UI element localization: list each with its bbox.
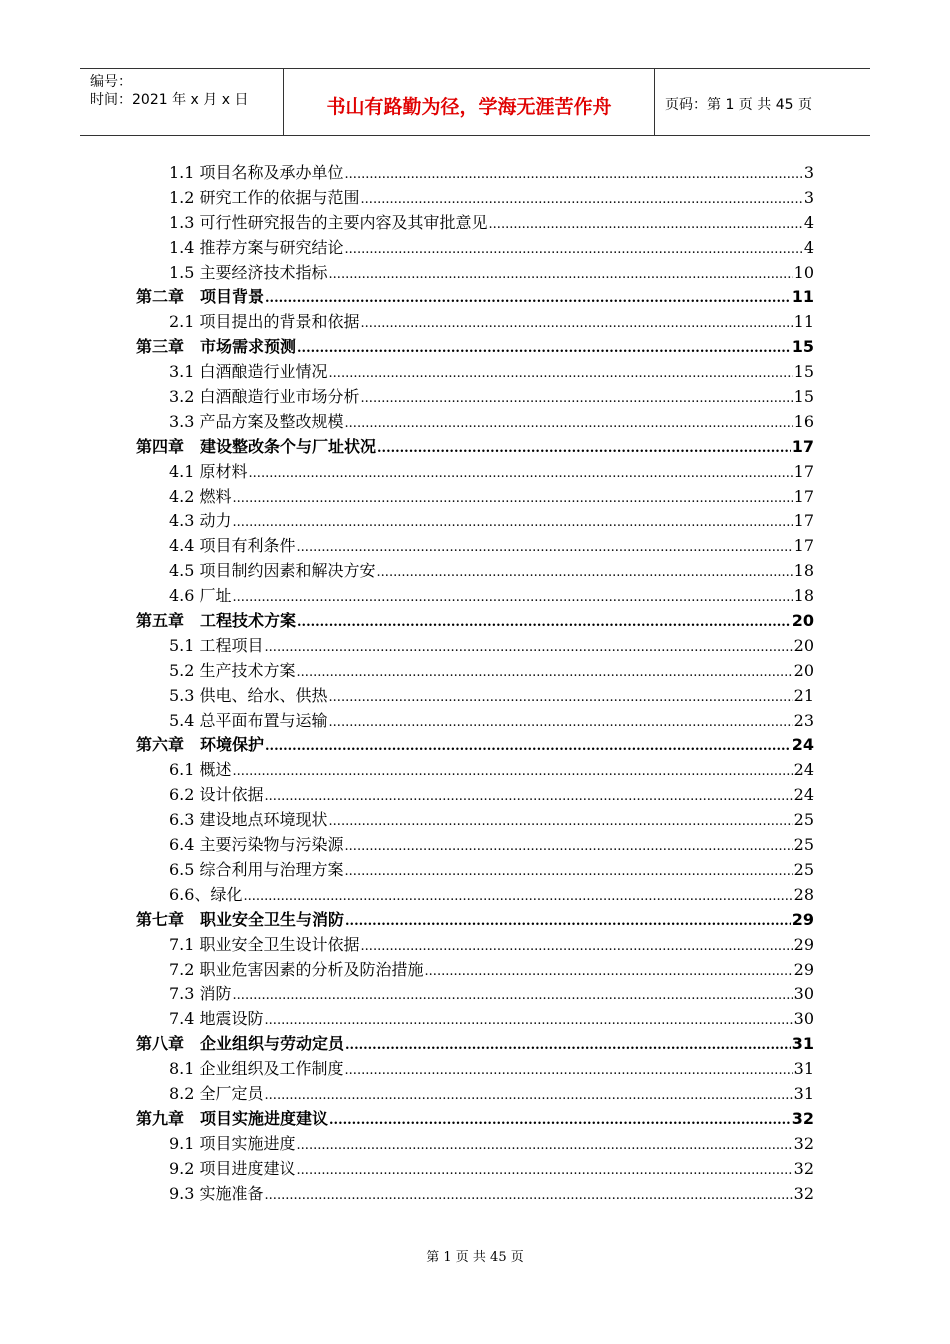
toc-entry-title: 第三章 市场需求预测	[136, 337, 297, 357]
toc-entry-page-number: 31	[793, 1059, 814, 1079]
toc-dot-leader	[345, 1057, 793, 1084]
toc-chapter-entry[interactable]	[136, 1107, 814, 1132]
toc-entry-title: 2.1 项目提出的背景和依据	[169, 312, 360, 332]
toc-entry-title: 4.5 项目制约因素和解决方安	[169, 561, 376, 581]
toc-entry-page-number: 4	[803, 237, 814, 257]
toc-dot-leader	[297, 1157, 793, 1184]
toc-dot-leader	[489, 211, 803, 238]
header-meta-cell	[80, 69, 284, 135]
toc-entry-title: 9.1 项目实施进度	[169, 1133, 296, 1153]
toc-entry-page-number: 28	[793, 884, 814, 904]
toc-section-entry[interactable]	[136, 1132, 814, 1157]
toc-dot-leader	[377, 559, 793, 586]
toc-entry-page-number: 32	[791, 1108, 814, 1128]
toc-section-entry[interactable]	[136, 360, 814, 385]
toc-dot-leader	[233, 584, 793, 611]
toc-entry-page-number: 4	[803, 212, 814, 232]
toc-chapter-entry[interactable]	[136, 1032, 814, 1057]
toc-entry-title: 9.3 实施准备	[169, 1183, 264, 1203]
toc-entry-title: 7.1 职业安全卫生设计依据	[169, 934, 360, 954]
toc-dot-leader	[249, 460, 793, 487]
toc-dot-leader	[265, 634, 793, 661]
toc-section-entry[interactable]	[136, 709, 814, 734]
toc-section-entry[interactable]	[136, 1157, 814, 1182]
toc-dot-leader	[329, 684, 793, 711]
toc-dot-leader	[345, 858, 793, 885]
toc-entry-title: 1.5 主要经济技术指标	[169, 262, 328, 282]
toc-entry-page-number: 11	[791, 287, 814, 307]
toc-section-entry[interactable]	[136, 559, 814, 584]
toc-entry-title: 4.4 项目有利条件	[169, 536, 296, 556]
toc-entry-title: 第七章 职业安全卫生与消防	[136, 909, 345, 929]
toc-dot-leader	[345, 236, 803, 263]
toc-dot-leader	[361, 385, 793, 412]
toc-entry-title: 第五章 工程技术方案	[136, 611, 297, 631]
toc-entry-title: 第九章 项目实施进度建议	[136, 1108, 329, 1128]
toc-entry-page-number: 21	[793, 685, 814, 705]
toc-section-entry[interactable]	[136, 808, 814, 833]
toc-entry-page-number: 25	[793, 810, 814, 830]
toc-section-entry[interactable]	[136, 659, 814, 684]
toc-section-entry[interactable]	[136, 534, 814, 559]
toc-section-entry[interactable]	[136, 1057, 814, 1082]
toc-entry-title: 1.3 可行性研究报告的主要内容及其审批意见	[169, 212, 488, 232]
toc-section-entry[interactable]	[136, 485, 814, 510]
page-header	[80, 68, 870, 136]
toc-entry-page-number: 17	[793, 511, 814, 531]
toc-dot-leader	[345, 410, 793, 437]
toc-entry-title: 4.6 厂址	[169, 586, 232, 606]
toc-entry-title: 1.1 项目名称及承办单位	[169, 163, 344, 182]
toc-dot-leader	[361, 186, 803, 213]
toc-section-entry[interactable]	[136, 634, 814, 659]
toc-section-entry[interactable]	[136, 684, 814, 709]
toc-dot-leader	[233, 509, 793, 536]
toc-dot-leader	[265, 1182, 793, 1209]
toc-section-entry[interactable]	[136, 833, 814, 858]
toc-dot-leader	[297, 534, 793, 561]
toc-chapter-entry[interactable]	[136, 733, 814, 758]
toc-dot-leader	[345, 908, 791, 935]
toc-entry-title: 5.2 生产技术方案	[169, 660, 296, 680]
toc-section-entry[interactable]	[136, 1082, 814, 1107]
toc-chapter-entry[interactable]	[136, 335, 814, 360]
toc-entry-title: 8.2 全厂定员	[169, 1083, 264, 1103]
toc-section-entry[interactable]	[136, 883, 814, 908]
toc-entry-title: 6.5 综合利用与治理方案	[169, 859, 344, 879]
toc-entry-title: 9.2 项目进度建议	[169, 1158, 296, 1178]
toc-dot-leader	[265, 285, 791, 312]
header-page-info: 页码：第 1 页 共 45 页	[665, 97, 812, 113]
toc-dot-leader	[233, 758, 793, 785]
toc-entry-page-number: 17	[793, 486, 814, 506]
toc-section-entry[interactable]	[136, 236, 814, 261]
toc-chapter-entry[interactable]	[136, 285, 814, 310]
toc-dot-leader	[329, 709, 793, 736]
toc-entry-title: 第六章 环境保护	[136, 735, 265, 755]
toc-entry-page-number: 24	[793, 785, 814, 805]
toc-entry-page-number: 15	[791, 337, 814, 357]
toc-entry-title: 6.3 建设地点环境现状	[169, 810, 328, 830]
toc-chapter-entry[interactable]	[136, 435, 814, 460]
toc-entry-page-number: 3	[803, 163, 814, 182]
toc-entry-title: 3.3 产品方案及整改规模	[169, 411, 344, 431]
toc-entry-page-number: 23	[793, 710, 814, 730]
toc-entry-title: 第二章 项目背景	[136, 287, 265, 307]
toc-entry-page-number: 32	[793, 1133, 814, 1153]
toc-entry-page-number: 20	[793, 660, 814, 680]
toc-entry-page-number: 17	[791, 436, 814, 456]
toc-entry-page-number: 3	[803, 187, 814, 207]
toc-dot-leader	[233, 982, 793, 1009]
toc-entry-page-number: 15	[793, 387, 814, 407]
toc-dot-leader	[297, 609, 791, 636]
header-motto-cell	[284, 69, 655, 135]
toc-dot-leader	[329, 1107, 791, 1134]
toc-entry-page-number: 18	[793, 586, 814, 606]
toc-entry-page-number: 17	[793, 461, 814, 481]
toc-dot-leader	[297, 659, 793, 686]
toc-entry-page-number: 10	[793, 262, 814, 282]
page-footer: 第 1 页 共 45 页	[426, 1250, 524, 1265]
toc-dot-leader	[329, 808, 793, 835]
toc-section-entry[interactable]	[136, 261, 814, 286]
toc-entry-page-number: 25	[793, 859, 814, 879]
toc-section-entry[interactable]	[136, 509, 814, 534]
toc-dot-leader	[265, 1082, 793, 1109]
document-time-label: 时间：2021 年 x 月 x 日	[90, 92, 249, 108]
toc-section-entry[interactable]	[136, 385, 814, 410]
toc-entry-title: 第四章 建设整改条个与厂址状况	[136, 436, 377, 456]
toc-entry-title: 1.4 推荐方案与研究结论	[169, 237, 344, 257]
toc-entry-page-number: 11	[793, 312, 814, 332]
toc-dot-leader	[297, 335, 791, 362]
toc-entry-title: 5.1 工程项目	[169, 635, 264, 655]
toc-section-entry[interactable]	[136, 211, 814, 236]
toc-section-entry[interactable]	[136, 310, 814, 335]
toc-entry-title: 7.2 职业危害因素的分析及防治措施	[169, 959, 424, 979]
toc-entry-page-number: 29	[793, 934, 814, 954]
toc-entry-page-number: 29	[791, 909, 814, 929]
toc-dot-leader	[243, 883, 792, 910]
toc-dot-leader	[345, 833, 793, 860]
toc-entry-page-number: 32	[793, 1158, 814, 1178]
header-motto: 书山有路勤为径，学海无涯苦作舟	[326, 95, 612, 118]
toc-entry-page-number: 20	[793, 635, 814, 655]
toc-dot-leader	[265, 783, 793, 810]
toc-section-entry[interactable]	[136, 460, 814, 485]
toc-section-entry[interactable]	[136, 858, 814, 883]
toc-dot-leader	[425, 958, 793, 985]
toc-entry-page-number: 25	[793, 835, 814, 855]
toc-entry-title: 第八章 企业组织与劳动定员	[136, 1034, 345, 1054]
toc-entry-title: 7.3 消防	[169, 984, 232, 1004]
toc-section-entry[interactable]	[136, 758, 814, 783]
toc-entry-page-number: 32	[793, 1183, 814, 1203]
toc-chapter-entry[interactable]	[136, 609, 814, 634]
header-page-cell	[655, 69, 870, 135]
toc-entry-title: 6.1 概述	[169, 760, 232, 780]
toc-entry-title: 6.4 主要污染物与污染源	[169, 835, 344, 855]
toc-entry-page-number: 30	[793, 1009, 814, 1029]
toc-entry-title: 1.2 研究工作的依据与范围	[169, 187, 360, 207]
toc-dot-leader	[265, 733, 791, 760]
toc-section-entry[interactable]	[136, 958, 814, 983]
toc-section-entry[interactable]	[136, 584, 814, 609]
toc-dot-leader	[345, 161, 803, 188]
toc-entry-page-number: 31	[791, 1034, 814, 1054]
toc-dot-leader	[361, 933, 793, 960]
toc-entry-title: 8.1 企业组织及工作制度	[169, 1059, 344, 1079]
toc-dot-leader	[361, 310, 793, 337]
toc-section-entry[interactable]	[136, 982, 814, 1007]
toc-chapter-entry[interactable]	[136, 908, 814, 933]
toc-dot-leader	[329, 261, 793, 288]
toc-entry-title: 6.2 设计依据	[169, 785, 264, 805]
toc-entry-title: 5.3 供电、给水、供热	[169, 685, 328, 705]
toc-entry-page-number: 16	[793, 411, 814, 431]
toc-section-entry[interactable]	[136, 1007, 814, 1032]
toc-entry-page-number: 15	[793, 362, 814, 382]
toc-section-entry[interactable]	[136, 186, 814, 211]
toc-section-entry[interactable]	[136, 1182, 814, 1207]
table-of-contents	[136, 161, 814, 1206]
toc-entry-title: 3.1 白酒酿造行业情况	[169, 362, 328, 382]
toc-entry-page-number: 30	[793, 984, 814, 1004]
toc-dot-leader	[329, 360, 793, 387]
toc-entry-title: 4.1 原材料	[169, 461, 248, 481]
toc-dot-leader	[377, 435, 791, 462]
toc-section-entry[interactable]	[136, 410, 814, 435]
toc-entry-title: 4.2 燃料	[169, 486, 232, 506]
toc-entry-title: 5.4 总平面布置与运输	[169, 710, 328, 730]
toc-dot-leader	[297, 1132, 793, 1159]
toc-section-entry[interactable]	[136, 161, 814, 186]
toc-entry-page-number: 31	[793, 1083, 814, 1103]
toc-entry-page-number: 24	[791, 735, 814, 755]
toc-entry-page-number: 29	[793, 959, 814, 979]
toc-section-entry[interactable]	[136, 783, 814, 808]
toc-section-entry[interactable]	[136, 933, 814, 958]
toc-entry-title: 6.6、绿化	[169, 884, 243, 904]
toc-dot-leader	[233, 485, 793, 512]
toc-dot-leader	[265, 1007, 793, 1034]
toc-dot-leader	[345, 1032, 791, 1059]
toc-entry-page-number: 20	[791, 611, 814, 631]
document-number-label: 编号：	[90, 74, 132, 90]
toc-entry-title: 7.4 地震设防	[169, 1009, 264, 1029]
toc-entry-page-number: 24	[793, 760, 814, 780]
toc-entry-title: 4.3 动力	[169, 511, 232, 531]
toc-entry-page-number: 17	[793, 536, 814, 556]
toc-entry-page-number: 18	[793, 561, 814, 581]
toc-entry-title: 3.2 白酒酿造行业市场分析	[169, 387, 360, 407]
